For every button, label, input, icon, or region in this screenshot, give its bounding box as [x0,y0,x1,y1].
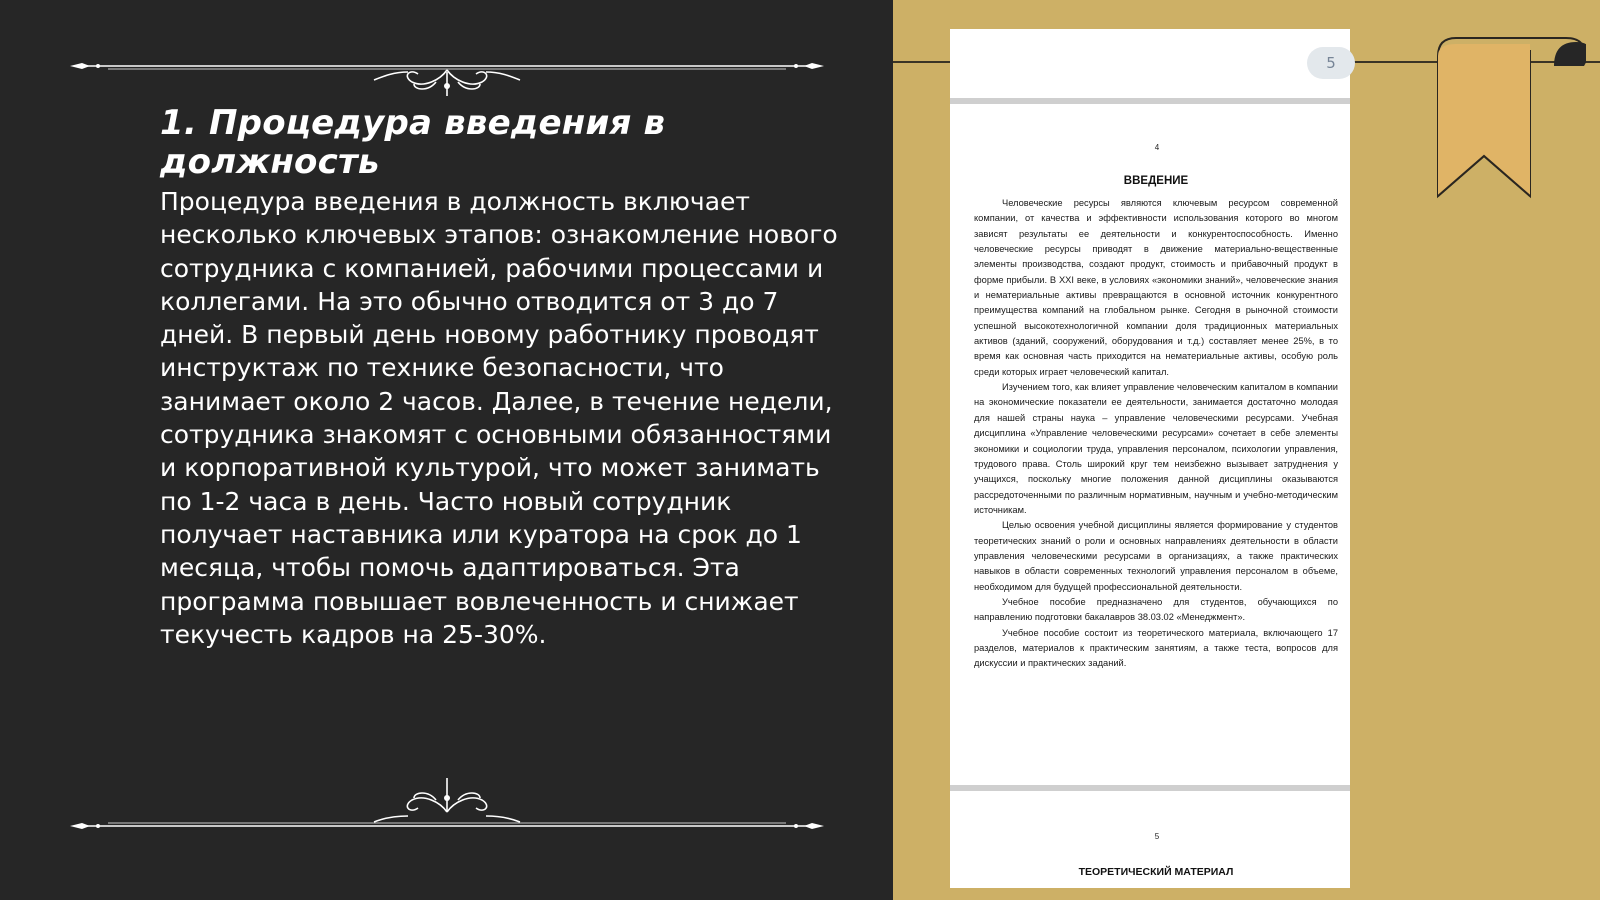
document-body [974,196,1338,672]
document-paragraph: Учебное пособие предназначено для студентов, обучающихся по направлению подготовки бакалавров 38.03.02 «Менеджмент». [974,596,1338,623]
document-paragraph: Человеческие ресурсы являются ключевым ресурсом современной компании, от качества и эффективности использования которого во многом зависят результаты ее деятельности и конкурентоспособность. Именно человеческие ресурсы приводят в движение материально-вещественные элементы производства, создают продукт, стоимость и прибавочный продукт в форме прибыли. В XXI веке, в условиях «экономики знаний», человеческие знания и нематериальные активы превращаются в основной источник конкурентного преимущества компаний на глобальном рынке. Сегодня в рыночной стоимости успешной высокотехнологичной компании доля традиционных материальных активов (зданий, сооружений, оборудования и т.д.) составляет менее 25%, в то время как основная часть приходится на нематериальные активы, особую роль среди которых играет человеческий капитал. [974,198,1338,377]
document-page-top [950,29,1350,99]
document-page-number-next: 5 [1154,832,1160,841]
slide-title: 1. Процедура введения в должность [160,103,666,183]
document-paragraph: Учебное пособие состоит из теоретического материала, включающего 17 разделов, материалов к практическим занятиям, а также теста, вопросов для дискуссии и практических заданий. [974,627,1338,669]
document-heading-next: ТЕОРЕТИЧЕСКИЙ МАТЕРИАЛ [1078,866,1234,878]
document-page-number: 4 [1154,143,1160,152]
bottom-ornament-divider [68,772,826,832]
document-heading: ВВЕДЕНИЕ [1123,175,1189,187]
document-paragraph: Целью освоения учебной дисциплины является формирование у студентов теоретических знаний о роли и основных направлениях деятельности в области управления человеческими ресурсами в организациях, а также практических навыков в области современных технологий управления персоналом в объеме, необходимом для будущей профессиональной деятельности. [974,520,1338,592]
page-number-badge[interactable]: 5 [1307,47,1355,79]
top-ornament-divider [68,36,826,96]
slide-body-text: Процедура введения в должность включает несколько ключевых этапов: ознакомление нового сотрудника с компанией, рабочими процессами и коллегами. На это обычно отводится от 3 до 7 дней. В первый день новому работнику проводят инструктаж по технике безопасности, что занимает около 2 часов. Далее, в течение недели, сотрудника знакомят с основными обязанностями и корпоративной культурой, что может занимать по 1-2 часа в день. Часто новый сотрудник получает наставника или куратора на срок до 1 месяца, чтобы помочь адаптироваться. Эта программа повышает вовлеченность и снижает текучесть кадров на 25-30%. [160,187,838,649]
document-paragraph: Изучением того, как влияет управление человеческим капиталом в компании на экономические показатели ее деятельности, занимается достаточно молодая для нашей страны наука – управление человеческими ресурсами. Учебная дисциплина «Управление человеческими ресурсами» сочетает в себе элементы экономики и социологии труда, управления персоналом, психологии управления, трудового права. Столь широкий круг тем неизбежно вызывает затруднения у учащихся, поскольку многие положения данной дисциплины оказываются рассредоточенными по различным нормативным, научным и учебно-методическим источникам. [974,382,1338,515]
bookmark-icon [1436,36,1586,206]
